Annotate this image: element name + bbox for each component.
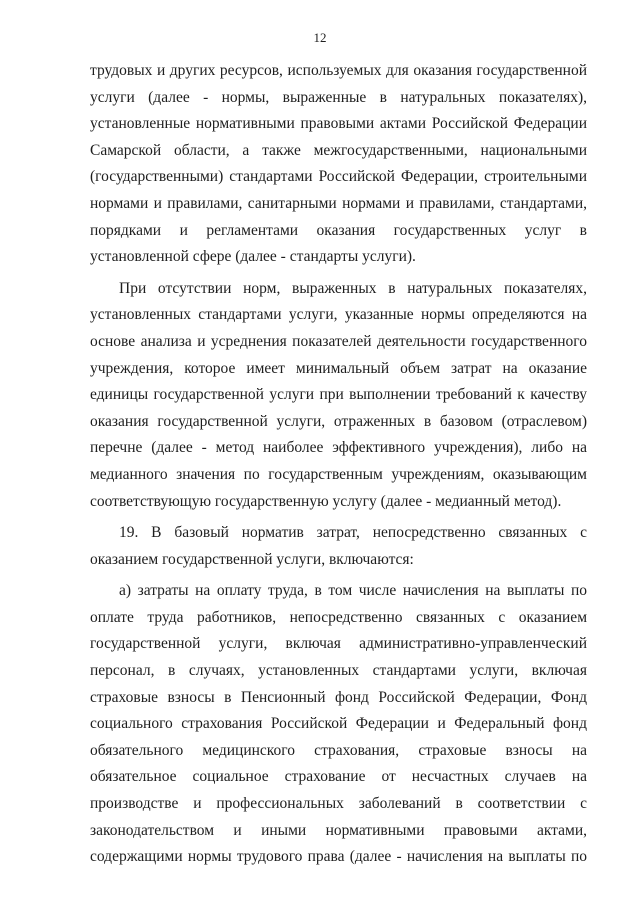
text-line: оказанием государственной услуги, включаются: bbox=[90, 550, 414, 568]
text-line: социального страхования Российской Федерации и Федеральный фонд bbox=[90, 715, 587, 733]
text-line: соответствующую государственную услугу (далее - медианный метод). bbox=[90, 492, 562, 510]
text-line: оказания государственной услуги, отраженных в базовом (отраслевом) bbox=[90, 412, 587, 430]
text-line: (государственными) стандартами Российской Федерации, строительными bbox=[90, 168, 587, 186]
text-line: обязательного медицинского страхования, страховые взносы на bbox=[90, 741, 587, 759]
text-line: учреждения, которое имеет минимальный объем затрат на оказание bbox=[90, 359, 587, 377]
text-line: перечне (далее - метод наиболее эффективного учреждения), либо на bbox=[90, 439, 587, 457]
text-line: основе анализа и усреднения показателей деятельности государственного bbox=[90, 332, 587, 350]
text-line: При отсутствии норм, выраженных в натуральных показателях, bbox=[119, 279, 587, 297]
text-line: трудовых и других ресурсов, используемых для оказания государственной bbox=[90, 62, 587, 79]
page-number: 12 bbox=[313, 30, 327, 45]
text-line: 19. В базовый норматив затрат, непосредственно связанных с bbox=[119, 524, 587, 542]
text-line: обязательное социальное страхование от несчастных случаев на bbox=[90, 768, 587, 786]
text-line: установленные нормативными правовыми актами Российской Федерации bbox=[90, 115, 587, 133]
text-line: оплате труда работников, непосредственно связанных с оказанием bbox=[90, 608, 587, 626]
text-line: Самарской области, а также межгосударственными, национальными bbox=[90, 141, 587, 159]
text-line: порядками и регламентами оказания государственных услуг в bbox=[90, 221, 587, 239]
text-line: законодательством и иными нормативными правовыми актами, bbox=[90, 821, 587, 839]
text-line: услуги (далее - нормы, выраженные в натуральных показателях), bbox=[90, 88, 587, 106]
paragraph bbox=[90, 58, 587, 271]
text-line: медианного значения по государственным учреждениям, оказывающим bbox=[90, 465, 587, 483]
text-line: страховые взносы в Пенсионный фонд Российской Федерации, Фонд bbox=[90, 688, 587, 706]
paragraph bbox=[90, 520, 587, 573]
text-line: государственной услуги, включая административно-управленческий bbox=[90, 635, 587, 653]
paragraph bbox=[90, 276, 587, 515]
text-line: единицы государственной услуги при выполнении требований к качеству bbox=[90, 386, 587, 404]
text-line: а) затраты на оплату труда, в том числе начисления на выплаты по bbox=[119, 582, 587, 600]
text-line: установленных стандартами услуги, указанные нормы определяются на bbox=[90, 306, 587, 324]
paragraph bbox=[90, 578, 587, 871]
text-line: персонал, в случаях, установленных стандартами услуги, включая bbox=[90, 662, 587, 680]
text-line: производстве и профессиональных заболеваний в соответствии с bbox=[90, 795, 587, 813]
document-body bbox=[90, 58, 587, 871]
text-line: установленной сфере (далее - стандарты услуги). bbox=[90, 248, 416, 266]
text-line: нормами и правилами, санитарными нормами и правилами, стандартами, bbox=[90, 194, 587, 212]
text-line: содержащими нормы трудового права (далее - начисления на выплаты по bbox=[90, 848, 587, 866]
